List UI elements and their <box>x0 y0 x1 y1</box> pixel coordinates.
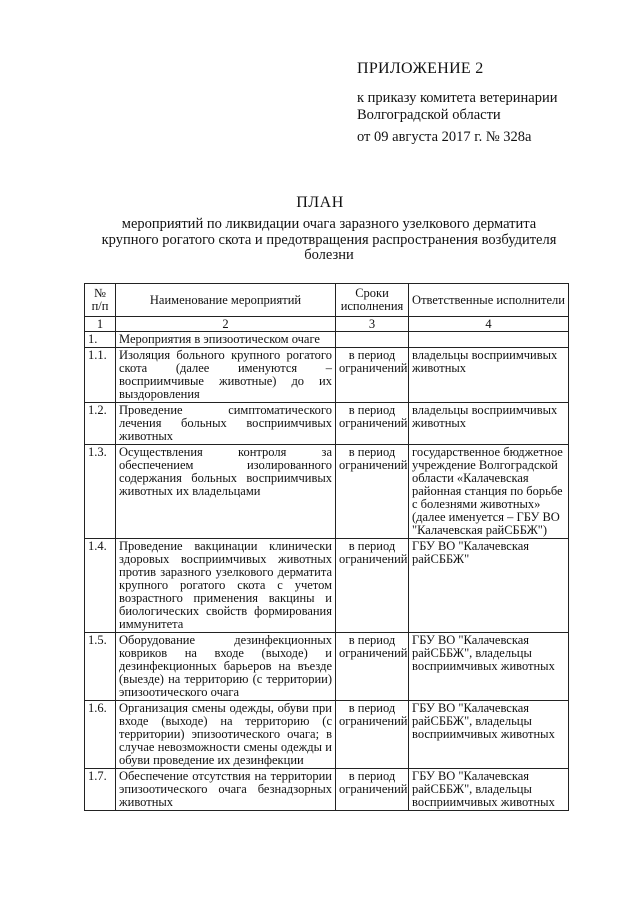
col-number: 4 <box>409 317 569 332</box>
measure-name: Осуществления контроля за обеспечением изолированного содержания больных восприимчивых животных их владельцами <box>116 445 336 539</box>
header-num: № п/п <box>85 284 116 317</box>
appendix-title: ПРИЛОЖЕНИЕ 2 <box>357 60 484 77</box>
measure-name: Обеспечение отсутствия на территории эпизоотического очага безнадзорных животных <box>116 769 336 811</box>
table-header-row <box>85 284 569 317</box>
row-number: 1.4. <box>85 539 116 633</box>
row-number: 1.7. <box>85 769 116 811</box>
measure-responsible: владельцы восприимчивых животных <box>409 348 569 403</box>
measure-term: в период ограничений <box>336 539 409 633</box>
measure-name: Проведение вакцинации клинически здоровых восприимчивых животных против заразного узелкового дерматита крупного рогатого скота с учетом возрастного применения вакцины и биологических свойств формирования иммунитета <box>116 539 336 633</box>
table-row <box>85 633 569 701</box>
table-row <box>85 332 569 348</box>
row-number: 1.3. <box>85 445 116 539</box>
table-row <box>85 348 569 403</box>
header-name: Наименование мероприятий <box>116 284 336 317</box>
col-number: 3 <box>336 317 409 332</box>
col-number: 1 <box>85 317 116 332</box>
row-number: 1.2. <box>85 403 116 445</box>
order-line-2: Волгоградской области <box>357 107 501 123</box>
plan-subtitle: мероприятий по ликвидации очага заразного узелкового дерматита крупного рогатого скота и предотвращения распространения возбудителя болезни <box>101 216 557 263</box>
measure-responsible: ГБУ ВО "Калачевская райСББЖ", владельцы восприимчивых животных <box>409 633 569 701</box>
measure-term <box>336 332 409 348</box>
table-row <box>85 769 569 811</box>
measure-responsible: ГБУ ВО "Калачевская райСББЖ", владельцы восприимчивых животных <box>409 769 569 811</box>
order-reference <box>357 90 558 124</box>
header-term: Сроки исполнения <box>336 284 409 317</box>
order-date: от 09 августа 2017 г. № 328а <box>357 129 532 145</box>
measure-responsible: владельцы восприимчивых животных <box>409 403 569 445</box>
table-row <box>85 701 569 769</box>
table-row <box>85 445 569 539</box>
header-resp: Ответственные исполнители <box>409 284 569 317</box>
measure-responsible: ГБУ ВО "Калачевская райСББЖ" <box>409 539 569 633</box>
measure-term: в период ограничений <box>336 633 409 701</box>
measure-term: в период ограничений <box>336 445 409 539</box>
measure-term: в период ограничений <box>336 348 409 403</box>
col-number: 2 <box>116 317 336 332</box>
measure-name: Изоляция больного крупного рогатого скота (далее именуются – восприимчивые животные) до их выздоровления <box>116 348 336 403</box>
measure-responsible: ГБУ ВО "Калачевская райСББЖ", владельцы восприимчивых животных <box>409 701 569 769</box>
column-number-row <box>85 317 569 332</box>
measure-term: в период ограничений <box>336 701 409 769</box>
plan-title: ПЛАН <box>296 194 344 211</box>
row-number: 1.5. <box>85 633 116 701</box>
measure-name: Оборудование дезинфекционных ковриков на входе (выходе) и дезинфекционных барьеров на въезде (выезде) на территорию (с территории) эпизоотического очага <box>116 633 336 701</box>
measures-table <box>84 283 569 811</box>
measure-name: Проведение симптоматического лечения больных восприимчивых животных <box>116 403 336 445</box>
measure-responsible: государственное бюджетное учреждение Волгоградской области «Калачевская районная станция по борьбе с болезнями животных» (далее именуется – ГБУ ВО "Калачевская райСББЖ") <box>409 445 569 539</box>
order-line-1: к приказу комитета ветеринарии <box>357 90 558 106</box>
measure-responsible <box>409 332 569 348</box>
row-number: 1.1. <box>85 348 116 403</box>
table-row <box>85 539 569 633</box>
row-number: 1.6. <box>85 701 116 769</box>
table-row <box>85 403 569 445</box>
measure-term: в период ограничений <box>336 769 409 811</box>
measure-name: Мероприятия в эпизоотическом очаге <box>116 332 336 348</box>
row-number: 1. <box>85 332 116 348</box>
measure-term: в период ограничений <box>336 403 409 445</box>
measure-name: Организация смены одежды, обуви при входе (выходе) на территорию (с территории) эпизоотического очага; в случае невозможности смены одежды и обуви проведение их дезинфекции <box>116 701 336 769</box>
